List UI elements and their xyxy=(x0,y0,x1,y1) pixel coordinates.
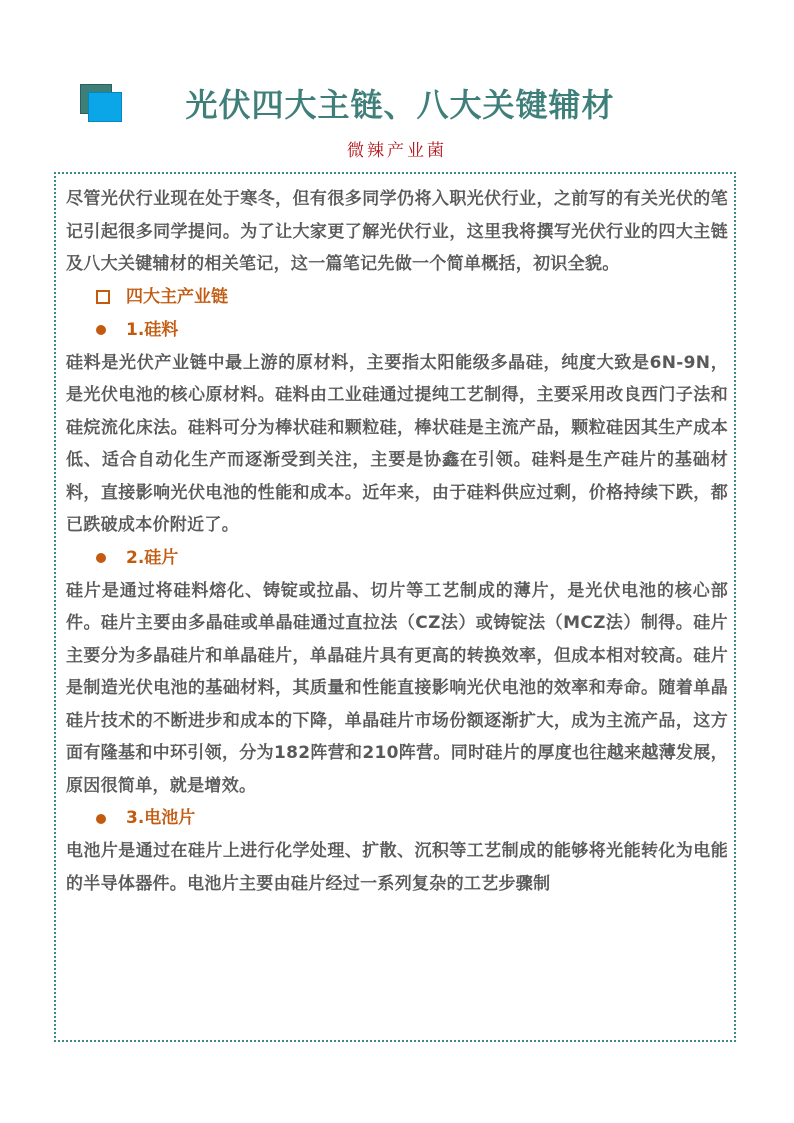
dot-bullet-icon xyxy=(96,814,106,824)
silicon-material-paragraph: 硅料是光伏产业链中最上游的原材料，主要指太阳能级多晶硅，纯度大致是6N-9N，是光伏电池的核心原材料。硅料由工业硅通过提纯工艺制得，主要采用改良西门子法和硅烷流化床法。硅料可分为棒状硅和颗粒硅，棒状硅是主流产品，颗粒硅因其生产成本低、适合自动化生产而逐渐受到关注，主要是协鑫在引领。硅料是生产硅片的基础材料，直接影响光伏电池的性能和成本。近年来，由于硅料供应过剩，价格持续下跌，都已跌破成本价附近了。 xyxy=(66,352,728,535)
dot-bullet-icon xyxy=(96,553,106,563)
cell-paragraph: 电池片是通过在硅片上进行化学处理、扩散、沉积等工艺制成的能够将光能转化为电能的半导体器件。电池片主要由硅片经过一系列复杂的工艺步骤制 xyxy=(66,841,728,894)
logo-front-square xyxy=(88,92,122,122)
section-heading-label: 四大主产业链 xyxy=(126,286,228,307)
intro-paragraph: 尽管光伏行业现在处于寒冬，但有很多同学仍将入职光伏行业，之前写的有关光伏的笔记引起很多同学提问。为了让大家更了解光伏行业，这里我将撰写光伏行业的四大主链及八大关键辅材的相关笔记，这一篇笔记先做一个简单概括，初识全貌。 xyxy=(66,189,728,274)
content-frame xyxy=(54,172,736,1042)
author-name: 微辣产业菌 xyxy=(347,141,447,161)
item-heading-cell xyxy=(66,802,728,835)
page-title: 光伏四大主链、八大关键辅材 xyxy=(185,86,615,124)
dot-bullet-icon xyxy=(96,325,106,335)
item-heading-silicon-material xyxy=(66,314,728,347)
logo-squares-icon xyxy=(80,84,124,122)
item-heading-label: 1.硅料 xyxy=(126,319,179,340)
section-heading xyxy=(66,281,728,314)
item-heading-label: 2.硅片 xyxy=(126,547,179,568)
wafer-paragraph: 硅片是通过将硅料熔化、铸锭或拉晶、切片等工艺制成的薄片，是光伏电池的核心部件。硅片主要由多晶硅或单晶硅通过直拉法（CZ法）或铸锭法（MCZ法）制得。硅片主要分为多晶硅片和单晶硅片，单晶硅片具有更高的转换效率，但成本相对较高。硅片是制造光伏电池的基础材料，其质量和性能直接影响光伏电池的效率和寿命。随着单晶硅片技术的不断进步和成本的下降，单晶硅片市场份额逐渐扩大，成为主流产品，这方面有隆基和中环引领，分为182阵营和210阵营。同时硅片的厚度也往越来越薄发展，原因很简单，就是增效。 xyxy=(66,580,728,796)
square-bullet-icon xyxy=(96,290,110,304)
item-heading-wafer xyxy=(66,542,728,575)
item-heading-label: 3.电池片 xyxy=(126,808,196,828)
article-body xyxy=(66,183,728,900)
